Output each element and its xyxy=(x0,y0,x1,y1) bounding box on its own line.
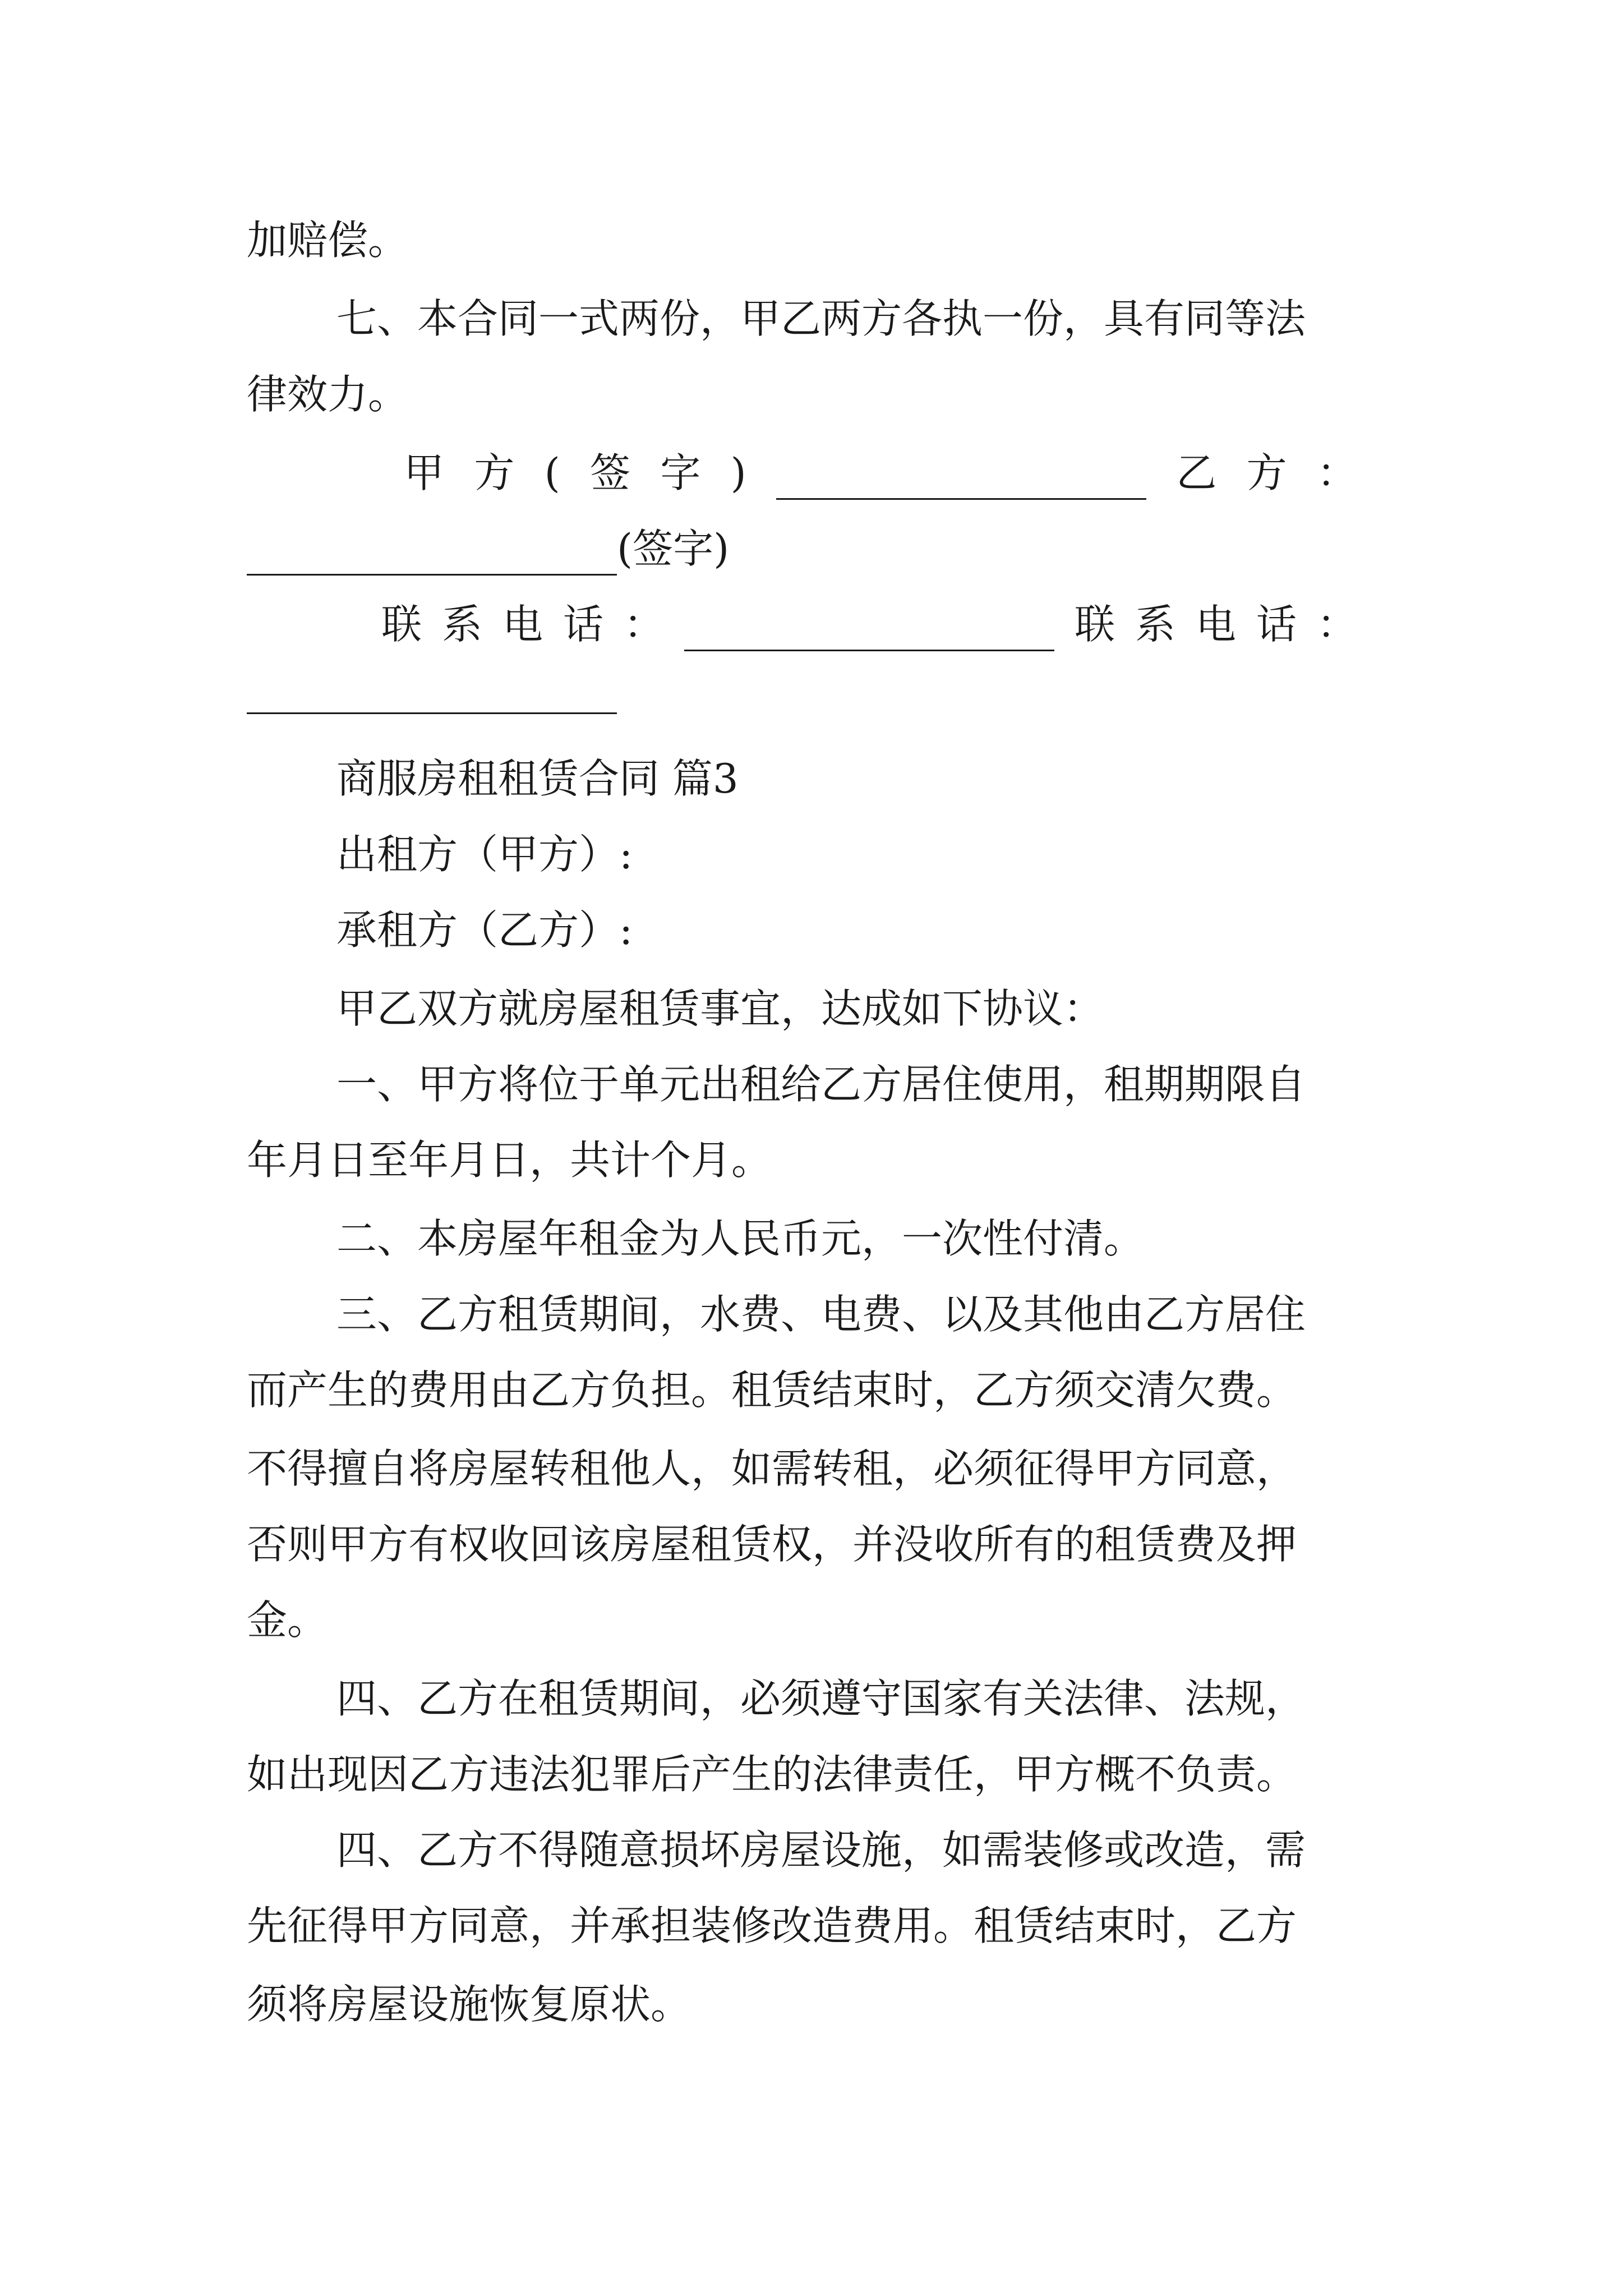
paragraph-line: 七、本合同一式两份，甲乙两方各执一份，具有同等法 xyxy=(336,295,1306,342)
paragraph-line: 甲乙双方就房屋租赁事宜，达成如下协议： xyxy=(336,985,1104,1032)
sig-char: 方 xyxy=(474,449,515,496)
section-title: 商服房租租赁合同 篇3 xyxy=(336,755,739,802)
sig-char: 联 xyxy=(381,601,422,648)
signature-row-parties xyxy=(404,446,1357,500)
sig-char: 电 xyxy=(1195,601,1236,648)
signature-row-continuation xyxy=(247,522,1391,576)
sig-char: ) xyxy=(730,449,746,496)
phone-blank[interactable] xyxy=(247,673,617,714)
sig-char: 签 xyxy=(590,449,631,496)
signature-row-phone xyxy=(381,597,1357,651)
paragraph-line: 四、乙方在租赁期间，必须遵守国家有关法律、法规， xyxy=(336,1675,1306,1722)
sig-char: 话 xyxy=(563,601,604,648)
sig-char: ： xyxy=(1316,449,1357,496)
sig-char: 系 xyxy=(442,601,483,648)
paragraph-line: 加赔偿。 xyxy=(247,217,409,264)
sig-char: 电 xyxy=(502,601,543,648)
phone-blank[interactable] xyxy=(684,610,1054,651)
paragraph-line: 二、本房屋年租金为人民币元，一次性付清。 xyxy=(336,1215,1145,1262)
paragraph-line: 如出现因乙方违法犯罪后产生的法律责任，甲方概不负责。 xyxy=(247,1751,1297,1798)
paragraph-line: 而产生的费用由乙方负担。租赁结束时，乙方须交清欠费。 xyxy=(247,1366,1297,1414)
signature-blank[interactable] xyxy=(247,535,617,576)
paragraph-line: 先征得甲方同意，并承担装修改造费用。租赁结束时，乙方 xyxy=(247,1902,1297,1949)
paragraph-line: 承租方（乙方）: xyxy=(336,907,633,954)
paragraph-line: 律效力。 xyxy=(247,371,409,418)
paragraph-line: 金。 xyxy=(247,1596,328,1644)
sig-char: ： xyxy=(624,601,665,648)
signature-blank[interactable] xyxy=(776,459,1146,500)
paragraph-line: 须将房屋设施恢复原状。 xyxy=(247,1981,691,2028)
sig-char: 字 xyxy=(660,449,701,496)
paragraph-line: 三、乙方租赁期间，水费、电费、以及其他由乙方居住 xyxy=(336,1291,1306,1338)
sig-char: ( xyxy=(544,449,560,496)
sig-char: ： xyxy=(1316,601,1357,648)
sign-label: (签字) xyxy=(617,525,730,572)
sig-char: 方 xyxy=(1246,449,1287,496)
paragraph-line: 四、乙方不得随意损坏房屋设施，如需装修或改造，需 xyxy=(336,1826,1306,1874)
signature-row-phone-continuation xyxy=(247,673,1391,727)
paragraph-line: 不得擅自将房屋转租他人，如需转租，必须征得甲方同意， xyxy=(247,1445,1297,1492)
sig-char: 甲 xyxy=(404,449,445,496)
paragraph-line: 否则甲方有权收回该房屋租赁权，并没收所有的租赁费及押 xyxy=(247,1521,1297,1568)
sig-char: 系 xyxy=(1135,601,1175,648)
paragraph-line: 出租方（甲方）: xyxy=(336,831,633,878)
sig-char: 话 xyxy=(1256,601,1297,648)
sig-char: 联 xyxy=(1074,601,1115,648)
sig-char: 乙 xyxy=(1176,449,1217,496)
paragraph-line: 一、甲方将位于单元出租给乙方居住使用，租期期限自 xyxy=(336,1061,1306,1108)
paragraph-line: 年月日至年月日，共计个月。 xyxy=(247,1137,772,1184)
